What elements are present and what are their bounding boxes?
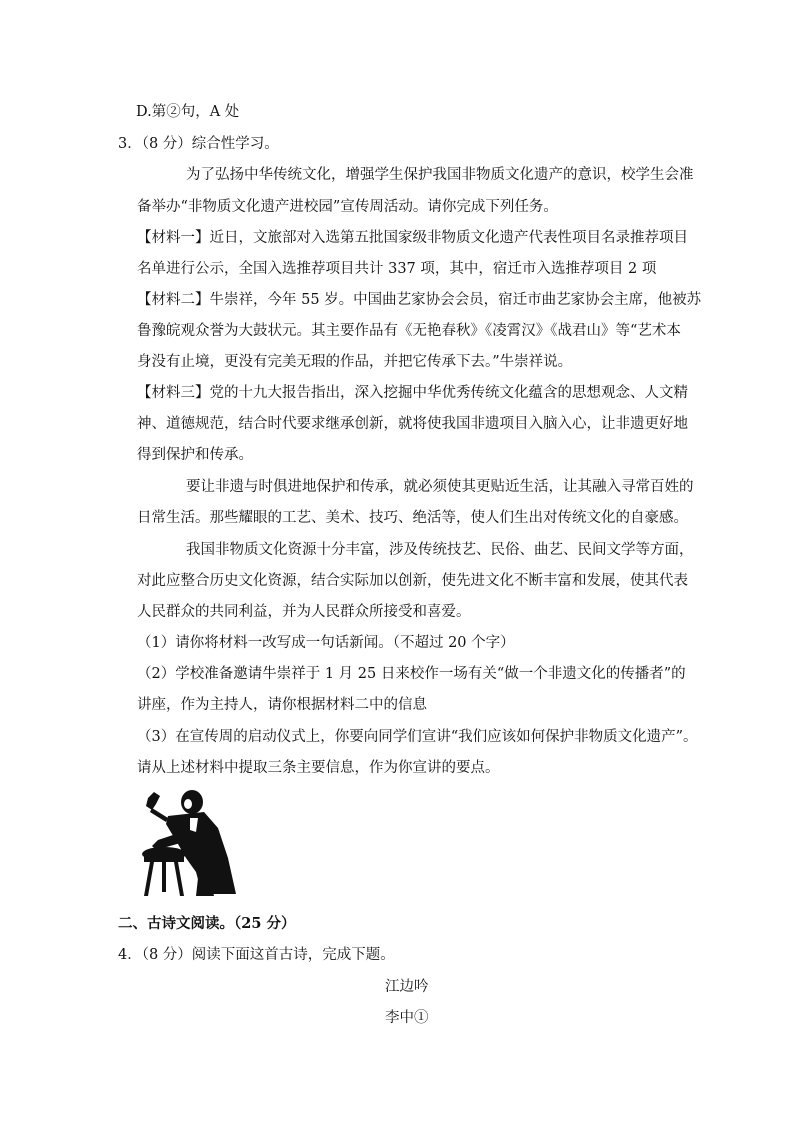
material-3-para-3-line-1: 我国非物质文化资源十分丰富，涉及传统技艺、民俗、曲艺、民间文学等方面， <box>186 542 694 558</box>
task-3-line-1: （3）在宣传周的启动仪式上，你要向同学们宣讲“我们应该如何保护非物质文化遗产”。 <box>137 729 698 745</box>
poem-author: 李中① <box>385 1010 429 1026</box>
material-3-line-2: 神、道德规范，结合时代要求继承创新，就将使我国非遗项目入脑入心，让非遗更好地 <box>137 416 688 432</box>
question-3-heading: 3．（8 分）综合性学习。 <box>118 136 279 152</box>
task-2-line-1: （2）学校准备邀请牛崇祥于 1 月 25 日来校作一场有关“做一个非遗文化的传播者”的 <box>137 666 686 682</box>
poem-title: 江边吟 <box>385 979 429 995</box>
intro-paragraph-line-1: 为了弘扬中华传统文化，增强学生保护我国非物质文化遗产的意识，校学生会准 <box>186 167 694 183</box>
drummer-performer-image <box>138 788 242 898</box>
material-1-line-2: 名单进行公示，全国入选推荐项目共计 337 项，其中，宿迁市入选推荐项目 2 项 <box>137 261 657 277</box>
option-d: D.第②句，A 处 <box>136 104 240 120</box>
material-3-para-3-line-3: 人民群众的共同利益，并为人民群众所接受和喜爱。 <box>137 604 471 620</box>
task-1: （1）请你将材料一改写成一句话新闻。（不超过 20 个字） <box>137 635 515 651</box>
section-2-heading: 二、古诗文阅读。（25 分） <box>118 915 296 932</box>
task-3-line-2: 请从上述材料中提取三条主要信息，作为你宣讲的要点。 <box>137 760 500 776</box>
task-2-line-2: 讲座，作为主持人，请你根据材料二中的信息 <box>137 697 427 713</box>
material-3-line-1: 【材料三】党的十九大报告指出，深入挖掘中华优秀传统文化蕴含的思想观念、人文精 <box>137 385 688 401</box>
material-3-para-2-line-2: 日常生活。那些耀眼的工艺、美术、技巧、绝活等，使人们生出对传统文化的自豪感。 <box>137 510 688 526</box>
material-2-line-2: 鲁豫皖观众誉为大鼓状元。其主要作品有《无艳春秋》《凌霄汉》《战君山》等“艺术本 <box>137 323 681 339</box>
material-3-para-3-line-2: 对此应整合历史文化资源，结合实际加以创新，使先进文化不断丰富和发展，使其代表 <box>137 573 688 589</box>
material-3-para-2-line-1: 要让非遗与时俱进地保护和传承，就必须使其更贴近生活，让其融入寻常百姓的 <box>186 479 694 495</box>
material-1-line-1: 【材料一】近日，文旅部对入选第五批国家级非物质文化遗产代表性项目名录推荐项目 <box>137 230 688 246</box>
material-3-line-3: 得到保护和传承。 <box>137 447 253 463</box>
question-4-heading: 4．（8 分）阅读下面这首古诗，完成下题。 <box>118 947 395 963</box>
intro-paragraph-line-2: 备举办“非物质文化遗产进校园”宣传周活动。请你完成下列任务。 <box>137 199 558 215</box>
material-2-line-3: 身没有止境，更没有完美无瑕的作品，并把它传承下去。”牛崇祥说。 <box>137 354 573 370</box>
material-2-line-1: 【材料二】牛崇祥，今年 55 岁。中国曲艺家协会会员，宿迁市曲艺家协会主席，他被苏 <box>137 292 702 308</box>
